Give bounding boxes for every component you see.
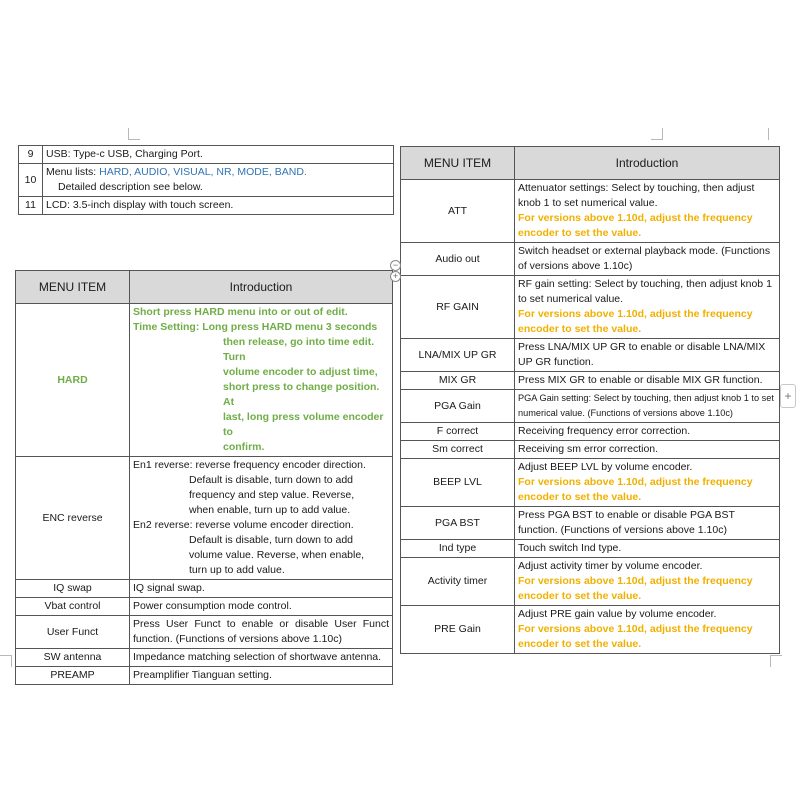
intro-text: Attenuator settings: Select by touching, then adjust knob 1 to set numerical value. <box>518 182 755 209</box>
menu-item-name: PRE Gain <box>401 606 515 654</box>
menu-item-name: PGA Gain <box>401 390 515 423</box>
menu-item-name: ATT <box>401 180 515 243</box>
table-row <box>16 304 393 457</box>
table-row <box>401 372 780 390</box>
menu-item-name: MIX GR <box>401 372 515 390</box>
crop-mark <box>770 655 782 656</box>
menu-item-description: Impedance matching selection of shortwave antenna. <box>130 649 393 667</box>
table-row <box>401 459 780 507</box>
menu-item-name: RF GAIN <box>401 276 515 339</box>
version-note: For versions above 1.10d, adjust the frequency encoder to set the value. <box>518 623 753 650</box>
table-row <box>401 243 780 276</box>
menu-item-description: Receiving frequency error correction. <box>515 423 780 441</box>
table-row <box>19 146 394 164</box>
menu-item-name: HARD <box>16 304 130 457</box>
menu-item-name: PGA BST <box>401 507 515 540</box>
menu-item-name: PREAMP <box>16 667 130 685</box>
table-row <box>401 180 780 243</box>
menu-item-description: IQ signal swap. <box>130 580 393 598</box>
column-header-introduction: Introduction <box>130 271 393 304</box>
menu-item-description <box>515 606 780 654</box>
column-header-menu-item: MENU ITEM <box>401 147 515 180</box>
version-note: For versions above 1.10d, adjust the frequency encoder to set the value. <box>518 212 753 239</box>
menu-item-description <box>515 558 780 606</box>
row-number: 10 <box>19 164 43 197</box>
table-row <box>401 441 780 459</box>
menu-item-description <box>515 459 780 507</box>
add-plus-icon[interactable]: + <box>780 384 796 408</box>
menu-lists-label: Menu lists: <box>46 166 100 178</box>
collapse-minus-icon[interactable]: − <box>390 260 401 271</box>
table-row <box>401 507 780 540</box>
menu-item-description: Preamplifier Tianguan setting. <box>130 667 393 685</box>
menu-item-name: Sm correct <box>401 441 515 459</box>
menu-item-description: Touch switch Ind type. <box>515 540 780 558</box>
menu-item-description: PGA Gain setting: Select by touching, then adjust knob 1 to set numerical value. (Functions of versions above 1.10c) <box>515 390 780 423</box>
right-menu-table <box>400 146 780 654</box>
enc-line: turn up to add value. <box>189 564 285 576</box>
table-header-row <box>401 147 780 180</box>
menu-item-description: Press MIX GR to enable or disable MIX GR function. <box>515 372 780 390</box>
menu-item-name: SW antenna <box>16 649 130 667</box>
spec-table <box>18 145 394 215</box>
menu-item-name: F correct <box>401 423 515 441</box>
table-row <box>19 197 394 215</box>
table-row <box>16 457 393 580</box>
expand-plus-icon[interactable]: + <box>390 271 401 282</box>
hard-line: confirm. <box>223 441 265 453</box>
enc-line: En1 reverse: reverse frequency encoder direction. <box>133 459 366 471</box>
version-note: For versions above 1.10d, adjust the frequency encoder to set the value. <box>518 308 753 335</box>
crop-mark <box>768 128 769 140</box>
menu-item-description <box>515 180 780 243</box>
table-row <box>401 558 780 606</box>
menu-item-description: Receiving sm error correction. <box>515 441 780 459</box>
menu-item-description: Press User Funct to enable or disable User Funct function. (Functions of versions above 1.10c) <box>130 616 393 649</box>
menu-item-name: Ind type <box>401 540 515 558</box>
version-note: For versions above 1.10d, adjust the frequency encoder to set the value. <box>518 575 753 602</box>
table-row <box>16 649 393 667</box>
table-row <box>16 616 393 649</box>
hard-line: Short press HARD menu into or out of edit. <box>133 306 348 318</box>
table-row <box>16 667 393 685</box>
crop-mark <box>128 139 140 140</box>
table-row <box>19 164 394 197</box>
hard-line: then release, go into time edit. Turn <box>223 336 375 363</box>
spec-text: LCD: 3.5-inch display with touch screen. <box>43 197 394 215</box>
intro-text: Adjust BEEP LVL by volume encoder. <box>518 461 693 473</box>
hard-line: last, long press volume encoder to <box>223 411 384 438</box>
enc-line: volume value. Reverse, when enable, <box>189 549 365 561</box>
menu-item-description <box>130 304 393 457</box>
menu-item-name: LNA/MIX UP GR <box>401 339 515 372</box>
table-row <box>401 423 780 441</box>
menu-item-description: Press PGA BST to enable or disable PGA BST function. (Functions of versions above 1.10c) <box>515 507 780 540</box>
menu-item-description: Switch headset or external playback mode. (Functions of versions above 1.10c) <box>515 243 780 276</box>
table-row <box>401 339 780 372</box>
table-row <box>401 276 780 339</box>
left-menu-table <box>15 270 393 685</box>
intro-text: Adjust activity timer by volume encoder. <box>518 560 703 572</box>
table-row <box>16 598 393 616</box>
menu-item-name: Audio out <box>401 243 515 276</box>
menu-item-description: Power consumption mode control. <box>130 598 393 616</box>
column-header-introduction: Introduction <box>515 147 780 180</box>
menu-item-name: Vbat control <box>16 598 130 616</box>
menu-item-name: BEEP LVL <box>401 459 515 507</box>
menu-item-description: Press LNA/MIX UP GR to enable or disable LNA/MIX UP GR function. <box>515 339 780 372</box>
enc-line: frequency and step value. Reverse, <box>189 489 355 501</box>
enc-line: Default is disable, turn down to add <box>189 534 354 546</box>
menu-item-name: IQ swap <box>16 580 130 598</box>
menu-item-name: User Funct <box>16 616 130 649</box>
enc-line: En2 reverse: reverse volume encoder direction. <box>133 519 354 531</box>
spec-text: USB: Type-c USB, Charging Port. <box>43 146 394 164</box>
row-number: 11 <box>19 197 43 215</box>
menu-lists-detail: Detailed description see below. <box>58 181 203 193</box>
hard-line: volume encoder to adjust time, <box>223 366 378 378</box>
enc-line: Default is disable, turn down to add <box>189 474 354 486</box>
menu-lists-values: HARD, AUDIO, VISUAL, NR, MODE, BAND. <box>99 166 307 178</box>
table-row <box>401 606 780 654</box>
menu-item-name: ENC reverse <box>16 457 130 580</box>
table-row <box>401 390 780 423</box>
hard-line: Time Setting: Long press HARD menu 3 seconds <box>133 321 378 333</box>
spec-text <box>43 164 394 197</box>
row-number: 9 <box>19 146 43 164</box>
menu-item-description <box>515 276 780 339</box>
column-header-menu-item: MENU ITEM <box>16 271 130 304</box>
table-header-row <box>16 271 393 304</box>
enc-line: when enable, turn up to add value. <box>189 504 351 516</box>
intro-text: Adjust PRE gain value by volume encoder. <box>518 608 717 620</box>
table-row <box>16 580 393 598</box>
crop-mark <box>11 655 12 667</box>
intro-text: RF gain setting: Select by touching, then adjust knob 1 to set numerical value. <box>518 278 772 305</box>
crop-mark <box>770 655 771 667</box>
hard-line: short press to change position. At <box>223 381 380 408</box>
menu-item-description <box>130 457 393 580</box>
table-row <box>401 540 780 558</box>
version-note: For versions above 1.10d, adjust the frequency encoder to set the value. <box>518 476 753 503</box>
menu-item-name: Activity timer <box>401 558 515 606</box>
crop-mark <box>651 139 663 140</box>
